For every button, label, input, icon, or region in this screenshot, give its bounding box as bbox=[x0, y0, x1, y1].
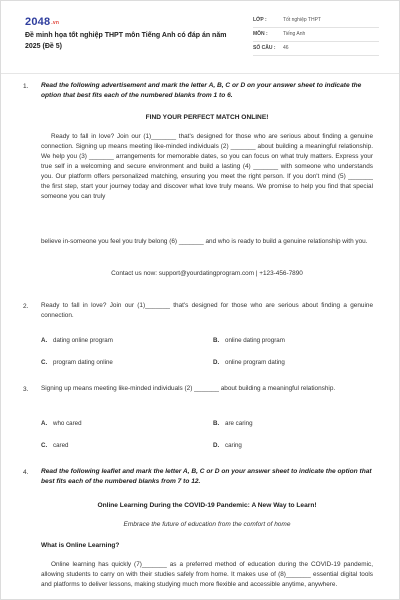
document-title: Đề minh họa tốt nghiệp THPT môn Tiếng Anh có đáp án năm 2025 (Đề 5) bbox=[25, 32, 227, 50]
meta-value: Tiếng Anh bbox=[283, 31, 306, 38]
ad-title-block bbox=[41, 113, 373, 123]
ad-contact-block bbox=[41, 269, 373, 278]
question-4-instruction bbox=[41, 467, 373, 487]
question-number: 4. bbox=[23, 469, 29, 476]
site-logo[interactable] bbox=[25, 15, 59, 31]
logo-sub: .vn bbox=[51, 20, 60, 26]
logo-main: 2048 bbox=[25, 16, 51, 28]
ad-paragraph-block bbox=[41, 132, 373, 201]
ad-paragraph-2-block bbox=[41, 237, 373, 247]
option-text: are caring bbox=[225, 420, 253, 427]
option-text: cared bbox=[53, 442, 69, 449]
option-letter: B. bbox=[213, 337, 220, 344]
option-letter: C. bbox=[41, 359, 48, 366]
option-c[interactable] bbox=[41, 359, 113, 368]
option-text: online dating program bbox=[225, 337, 285, 344]
meta-value: Tốt nghiệp THPT bbox=[283, 17, 321, 24]
meta-row-class bbox=[253, 15, 379, 28]
option-letter: D. bbox=[213, 359, 220, 366]
option-d[interactable] bbox=[213, 442, 242, 451]
leaflet-title: Online Learning During the COVID-19 Pandemic: A New Way to Learn! bbox=[97, 502, 317, 509]
leaflet-heading: What is Online Learning? bbox=[41, 542, 120, 549]
meta-value: 46 bbox=[283, 45, 289, 52]
option-d[interactable] bbox=[213, 359, 285, 368]
option-letter: D. bbox=[213, 442, 220, 449]
meta-label: LỚP : bbox=[253, 17, 267, 24]
leaflet-title-block bbox=[41, 501, 373, 511]
option-text: dating online program bbox=[53, 337, 113, 344]
question-1-instruction bbox=[41, 81, 373, 101]
question-3-text-block bbox=[41, 384, 373, 394]
option-text: program dating online bbox=[53, 359, 113, 366]
instruction-text: Read the following leaflet and mark the letter A, B, C or D on your answer sheet to indicate the option that best fits each of the numbered blanks from 7 to 12. bbox=[41, 468, 372, 485]
option-c[interactable] bbox=[41, 442, 68, 451]
question-number: 1. bbox=[23, 83, 29, 90]
leaflet-subtitle-block bbox=[41, 520, 373, 529]
option-letter: A. bbox=[41, 420, 48, 427]
meta-row-subject bbox=[253, 29, 379, 42]
leaflet-subtitle: Embrace the future of education from the comfort of home bbox=[123, 521, 291, 528]
instruction-text: Read the following advertisement and mark the letter A, B, C or D on your answer sheet to indicate the option that best fits each of the numbered blanks from 1 to 6. bbox=[41, 82, 362, 99]
option-letter: A. bbox=[41, 337, 48, 344]
option-text: who cared bbox=[53, 420, 82, 427]
leaflet-paragraph-block bbox=[41, 560, 373, 590]
option-a[interactable] bbox=[41, 420, 82, 429]
leaflet-paragraph: Online learning has quickly (7)_______ as a preferred method of education during the COVID-19 pandemic, allowing students to carry on with their studies safely from home. It makes use of (8)_______ essential digital tools and platforms to deliver lessons, making studying much more flexible and accessible anytime, anywhere. bbox=[41, 561, 373, 588]
option-b[interactable] bbox=[213, 420, 253, 429]
option-a[interactable] bbox=[41, 337, 113, 346]
question-3-text: Signing up means meeting like-minded individuals (2) _______ about building a meaningful relationship. bbox=[41, 385, 336, 392]
option-b[interactable] bbox=[213, 337, 285, 346]
option-text: caring bbox=[225, 442, 242, 449]
ad-contact: Contact us now: support@yourdatingprogram.com | +123-456-7890 bbox=[111, 270, 303, 277]
leaflet-heading-block bbox=[41, 541, 373, 550]
header-divider bbox=[1, 73, 400, 74]
meta-table bbox=[253, 15, 379, 57]
ad-paragraph: Ready to fall in love? Join our (1)_______ that's designed for those who are serious about finding a genuine connection. Signing up means meeting like-minded individuals (2) _______ about building a meaningful relationship. We help you (3) _______ arrangements for memorable dates, so you can focus on what truly matters. Express your true self in a welcoming and secure environment and build a lasting (4) _______ with someone who understands you. Our platform offers personalized matching, ensuring you meet the right person. If you don't mind (5) _______ the first step, start your journey today and discover what love truly means. We promise to help you find that special someone you can truly bbox=[41, 133, 373, 200]
option-letter: C. bbox=[41, 442, 48, 449]
meta-label: MÔN : bbox=[253, 31, 268, 38]
question-2-text: Ready to fall in love? Join our (1)_______ that's designed for those who are serious about finding a genuine connection. bbox=[41, 302, 373, 319]
meta-row-count bbox=[253, 43, 379, 56]
option-text: online program dating bbox=[225, 359, 285, 366]
meta-label: SỐ CÂU : bbox=[253, 45, 276, 52]
option-letter: B. bbox=[213, 420, 220, 427]
question-number: 3. bbox=[23, 386, 29, 393]
ad-title: FIND YOUR PERFECT MATCH ONLINE! bbox=[145, 114, 269, 121]
ad-paragraph-continued: believe in-someone you feel you truly belong (6) _______ and who is ready to build a genuine relationship with you. bbox=[41, 238, 368, 245]
question-number: 2. bbox=[23, 303, 29, 310]
question-2-text-block bbox=[41, 301, 373, 321]
document-header bbox=[1, 1, 400, 73]
